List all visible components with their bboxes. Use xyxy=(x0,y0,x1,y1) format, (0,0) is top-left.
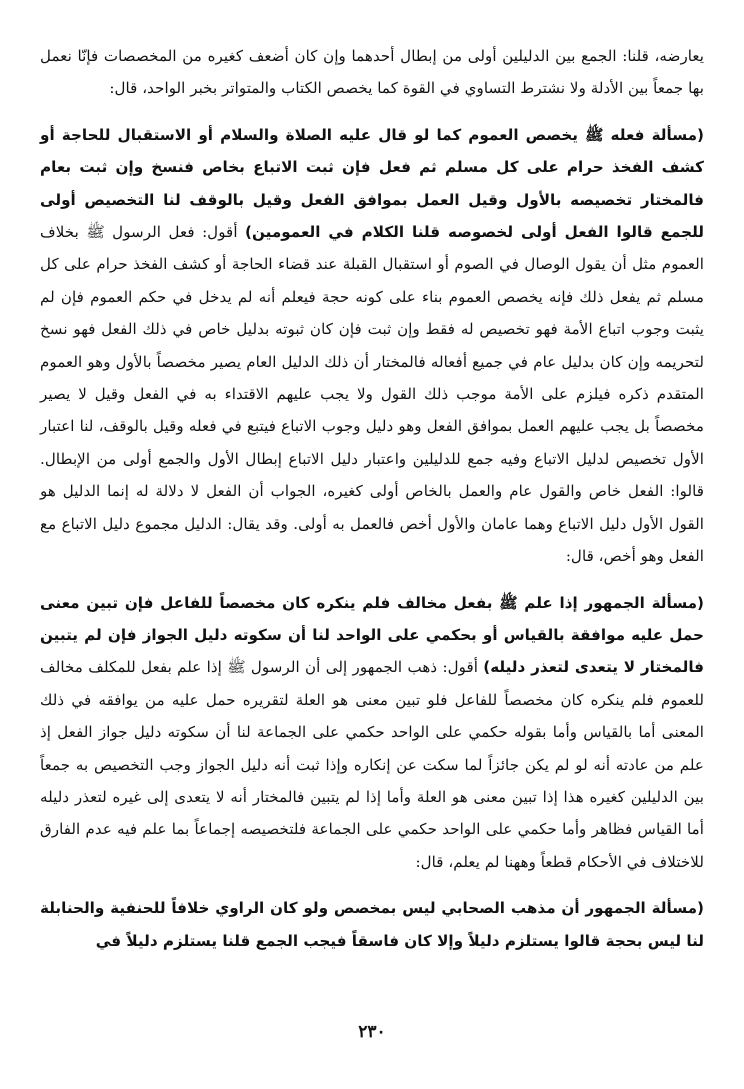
paragraph-2 xyxy=(40,119,704,573)
page-number: ٢٣٠ xyxy=(358,1022,386,1042)
page-body xyxy=(40,40,704,963)
paragraph-4-heading: (مسألة الجمهور أن مذهب الصحابي ليس بمخصص ولو كان الراوي خلافاً للحنفية والحنابلة لنا ليس بحجة قالوا يستلزم دليلاً وإلا كان فاسقاً فيجب الجمع قلنا يستلزم دليلاً في xyxy=(40,899,704,950)
paragraph-2-text: أقول: فعل الرسول ﷺ بخلاف العموم مثل أن يقول الوصال في الصوم أو استقبال القبلة عند قضاء الحاجة أو كشف الفخذ حرام على كل مسلم ثم يفعل ذلك فإنه يخصص العموم بناء على كونه حجة فيعلم أنه لم يدخل في حكم العموم فإن لم يثبت وجوب اتباع الأمة فهو تخصيص له فقط وإن ثبت فإن كان ثبوته بدليل خاص في ذلك الفعل فهو نسخ لتحريمه وإن كان بدليل عام في جميع أفعاله فالمختار أن ذلك الدليل العام يصير مخصصاً بالأول وهو العموم المتقدم ذكره فيلزم على الأمة موجب ذلك القول ولا يجب عليهم الاقتداء به في الفعل وقيل لا يصير مخصصاً بل يجب عليهم العمل بموافق الفعل وهو دليل وجوب الاتباع فيتبع في فعله وقيل بالوقف، لنا اعتبار الأول تخصيص لدليل الاتباع وفيه جمع للدليلين واعتبار دليل الاتباع إبطال الأول والجمع أولى من الإبطال. قالوا: الفعل خاص والقول عام والعمل بالخاص أولى كغيره، الجواب أن الفعل لا دلالة له إنما الدليل هو القول الأول دليل الاتباع وهما عامان والأول أخص فالعمل به أولى. وقد يقال: الدليل مجموع دليل الاتباع مع الفعل وهو أخص، قال: xyxy=(40,223,704,566)
paragraph-3 xyxy=(40,587,704,879)
paragraph-3-text: أقول: ذهب الجمهور إلى أن الرسول ﷺ إذا علم بفعل للمكلف مخالف للعموم فلم ينكره كان مخصصاً للفاعل فلو تبين معنى هو العلة لتقريره حمل عليه من يوافقه في ذلك المعنى أما بالقياس وأما بقوله حكمي على الواحد حكمي على الجماعة لنا أن سكوته دليل جواز الفعل إذ علم من عادته أنه لو لم يكن جائزاً لما سكت عن إنكاره وإذا ثبت أنه دليل الجواز وجب التخصيص به جمعاً بين الدليلين كغيره هذا إذا تبين معنى هو العلة وأما إذا لم يتبين فالمختار أنه لا يتعدى إلى غيره لتعذر دليله أما القياس فظاهر وأما حكمي على الواحد حكمي على الجماعة فلتخصيصه إجماعاً بما علم فيه عدم الفارق للاختلاف في الأحكام قطعاً وههنا لم يعلم، قال: xyxy=(40,658,704,871)
paragraph-2-heading: (مسألة فعله ﷺ يخصص العموم كما لو قال عليه الصلاة والسلام أو الاستقبال للحاجة أو كشف الفخذ حرام على كل مسلم ثم فعل فإن ثبت الاتباع بخاص فنسخ وإن ثبت بعام فالمختار تخصيصه بالأول وقيل العمل بموافق الفعل وقيل بالوقف لنا التخصيص أولى للجمع قالوا الفعل أولى لخصوصه قلنا الكلام في العمومين) xyxy=(40,125,704,242)
paragraph-3-heading: (مسألة الجمهور إذا علم ﷺ بفعل مخالف فلم ينكره كان مخصصاً للفاعل فإن تبين معنى حمل عليه موافقة بالقياس أو بحكمي على الواحد لنا أن سكوته دليل الجواز فإن لم يتبين فالمختار لا يتعدى لتعذر دليله) xyxy=(40,593,704,677)
paragraph-1-text: يعارضه، قلنا: الجمع بين الدليلين أولى من إبطال أحدهما وإن كان أضعف كغيره من المخصصات فإنّا نعمل بها جمعاً بين الأدلة ولا نشترط التساوي في القوة كما يخصص الكتاب والمتواتر بخبر الواحد، قال: xyxy=(40,47,704,98)
paragraph-4 xyxy=(40,892,704,957)
paragraph-1 xyxy=(40,40,704,105)
